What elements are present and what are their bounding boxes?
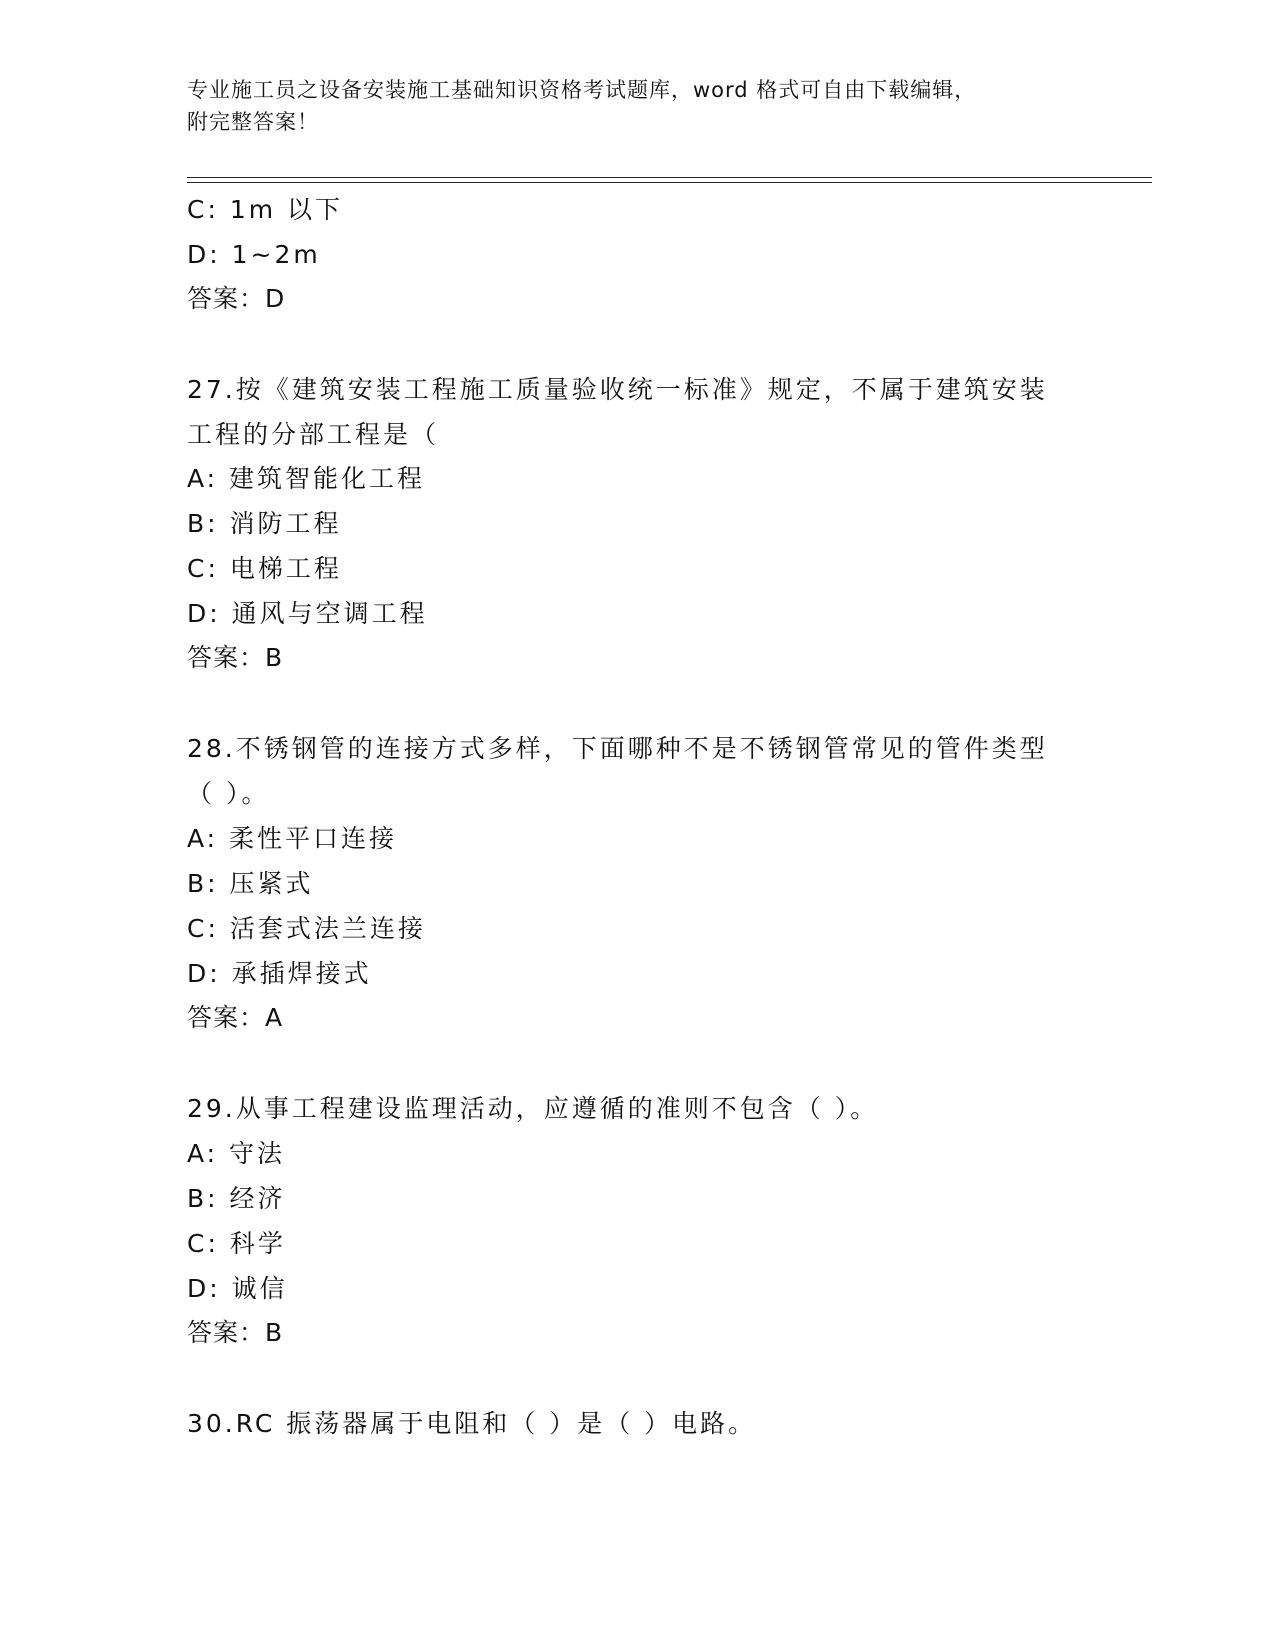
q28-stem-line-2: （ ）。 <box>187 779 270 808</box>
q27-answer: 答案：B <box>187 643 284 672</box>
q26-option-c: C: 1m 以下 <box>187 195 344 224</box>
q29-stem: 29.从事工程建设监理活动，应遵循的准则不包含（ ）。 <box>187 1094 879 1123</box>
q29-option-c: C: 科学 <box>187 1229 286 1258</box>
q27-option-a: A: 建筑智能化工程 <box>187 464 426 493</box>
q29-answer: 答案：B <box>187 1318 284 1347</box>
q27-option-b: B: 消防工程 <box>187 509 342 538</box>
q29-option-d: D: 诚信 <box>187 1274 288 1303</box>
q28-option-d: D: 承插焊接式 <box>187 959 372 988</box>
q27-option-d: D: 通风与空调工程 <box>187 599 428 628</box>
header-divider-bottom <box>187 182 1152 183</box>
q27-stem-line-2: 工程的分部工程是（ <box>187 420 440 449</box>
q29-option-a: A: 守法 <box>187 1139 286 1168</box>
q30-stem: 30.RC 振荡器属于电阻和（ ）是（ ）电路。 <box>187 1409 757 1438</box>
q28-stem-line-1: 28.不锈钢管的连接方式多样，下面哪种不是不锈钢管常见的管件类型 <box>187 734 1048 763</box>
q26-answer: 答案：D <box>187 284 286 313</box>
q27-option-c: C: 电梯工程 <box>187 554 342 583</box>
q28-option-c: C: 活套式法兰连接 <box>187 914 426 943</box>
q28-option-b: B: 压紧式 <box>187 869 314 898</box>
header-line-1: 专业施工员之设备安装施工基础知识资格考试题库，word 格式可自由下载编辑， <box>187 78 977 102</box>
q28-option-a: A: 柔性平口连接 <box>187 824 398 853</box>
document-header <box>187 74 1067 138</box>
q28-answer: 答案：A <box>187 1003 284 1032</box>
header-line-2: 附完整答案！ <box>187 110 319 134</box>
q27-stem-line-1: 27.按《建筑安装工程施工质量验收统一标准》规定，不属于建筑安装 <box>187 375 1048 404</box>
q26-option-d: D: 1~2m <box>187 240 321 269</box>
q29-option-b: B: 经济 <box>187 1184 286 1213</box>
header-divider-top <box>187 177 1152 178</box>
